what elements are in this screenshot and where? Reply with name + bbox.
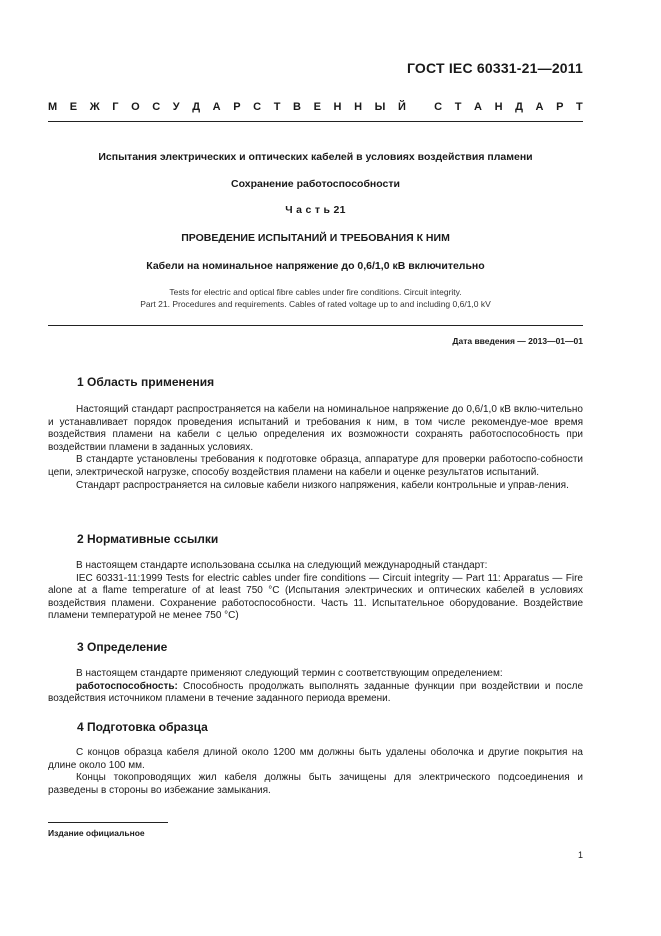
page-number: 1 — [577, 850, 583, 860]
title-line-3: ПРОВЕДЕНИЕ ИСПЫТАНИЙ И ТРЕБОВАНИЯ К НИМ — [181, 232, 450, 244]
banner-letter: В — [293, 101, 301, 113]
banner-letter: М — [48, 101, 58, 113]
banner-letter: Н — [494, 101, 503, 113]
section-2-paragraph: В настоящем стандарте использована ссылка на следующий международный стандарт: — [76, 560, 488, 571]
introduction-date: Дата введения — 2013—01—01 — [452, 336, 583, 346]
section-3-paragraph: В настоящем стандарте применяют следующий термин с соответствующим определением: — [76, 668, 503, 679]
banner-letter: Р — [556, 101, 564, 113]
section-3-heading: 3 Определение — [77, 640, 168, 654]
banner-letter: Т — [454, 101, 462, 113]
banner-letter: Н — [354, 101, 363, 113]
section-2-body — [48, 560, 583, 623]
banner-letter: С — [434, 101, 443, 113]
banner-letter: Й — [397, 101, 406, 113]
defined-term: работоспособность: — [76, 680, 178, 692]
title-line-4: Кабели на номинальное напряжение до 0,6/1,0 кВ включительно — [146, 260, 485, 272]
title-rule — [48, 325, 583, 326]
title-part: Ч а с т ь 21 — [285, 204, 346, 216]
banner-letter: Д — [192, 101, 201, 113]
title-line-1: Испытания электрических и оптических кабелей в условиях воздействия пламени — [98, 151, 533, 163]
section-4-paragraph: С концов образца кабеля длиной около 1200 мм должны быть удалены оболочка и другие покрытия на длине около 100 мм. — [48, 747, 583, 771]
banner-letter: Г — [112, 101, 119, 113]
section-4-paragraph: Концы токопроводящих жил кабеля должны быть зачищены для электрического подсоединения и разведены в стороны во избежание замыкания. — [48, 772, 583, 796]
footer-rule — [48, 822, 168, 823]
banner-letter: С — [253, 101, 262, 113]
section-3-definition — [48, 681, 583, 706]
section-1-paragraph: Стандарт распространяется на силовые кабели низкого напряжения, кабели контрольные и управ-ления. — [76, 479, 569, 491]
english-title-2: Part 21. Procedures and requirements. Cables of rated voltage up to and including 0,6/1,0 kV — [140, 299, 491, 309]
interstate-standard-banner — [48, 101, 583, 113]
banner-letter: Р — [233, 101, 241, 113]
official-edition-label: Издание официальное — [48, 828, 145, 838]
section-2-heading: 2 Нормативные ссылки — [77, 532, 219, 546]
banner-letter: А — [535, 101, 544, 113]
section-1-heading: 1 Область применения — [77, 375, 215, 389]
english-title-1: Tests for electric and optical fibre cables under fire conditions. Circuit integrity. — [169, 287, 462, 297]
section-4-heading: 4 Подготовка образца — [77, 720, 208, 734]
banner-letter: Ы — [374, 101, 386, 113]
banner-letter: А — [474, 101, 482, 113]
banner-letter: Е — [313, 101, 321, 113]
banner-letter: Т — [273, 101, 281, 113]
header-rule — [48, 121, 583, 122]
banner-letter: О — [131, 101, 140, 113]
section-3-body — [48, 668, 583, 706]
definition-text: Способность продолжать выполнять заданные функции при воздействии и после воздействия источником пламени в течение заданного периода времени. — [48, 680, 583, 705]
section-1-paragraph: В стандарте установлены требования к подготовке образца, аппаратуре для проверки работоспо-собности цепи, электрической нагрузке, способу воздействия пламени на кабели и оценке результатов испытаний. — [48, 454, 583, 478]
section-1-paragraph: Настоящий стандарт распространяется на кабели на номинальное напряжение до 0,6/1,0 кВ вклю-чительно и устанавливает порядок проведения испытаний и требования к ним, в том числе рекомендуе-мое время воздействия пламени на кабели с целью определения их возможности сохранять работоспособность при воздействии пламени в заданных условиях. — [48, 404, 583, 453]
section-2-paragraph: IEC 60331-11:1999 Tests for electric cables under fire conditions — Circuit integrity — Part 11: Apparatus — Fire alone at a flame temperature of at least 750 °C (Испытания электрических и оптических кабелей в условиях воздействия пламени. Сохранение работоспособности. Часть 11. Испытательное оборудование. Воздействие пламени температурой не менее 750 °С) — [48, 572, 583, 622]
banner-letter: У — [172, 101, 180, 113]
banner-letter: Ж — [89, 101, 100, 113]
banner-letter: Е — [69, 101, 78, 113]
banner-letter — [418, 101, 421, 113]
banner-letter: Т — [576, 101, 583, 113]
standard-code: ГОСТ IEC 60331-21—2011 — [406, 60, 583, 76]
section-1-body — [48, 404, 583, 492]
banner-letter: Н — [333, 101, 342, 113]
title-line-2: Сохранение работоспособности — [231, 178, 400, 190]
banner-letter: Д — [515, 101, 523, 113]
banner-letter: С — [152, 101, 161, 113]
section-4-body — [48, 747, 583, 797]
banner-letter: А — [212, 101, 221, 113]
